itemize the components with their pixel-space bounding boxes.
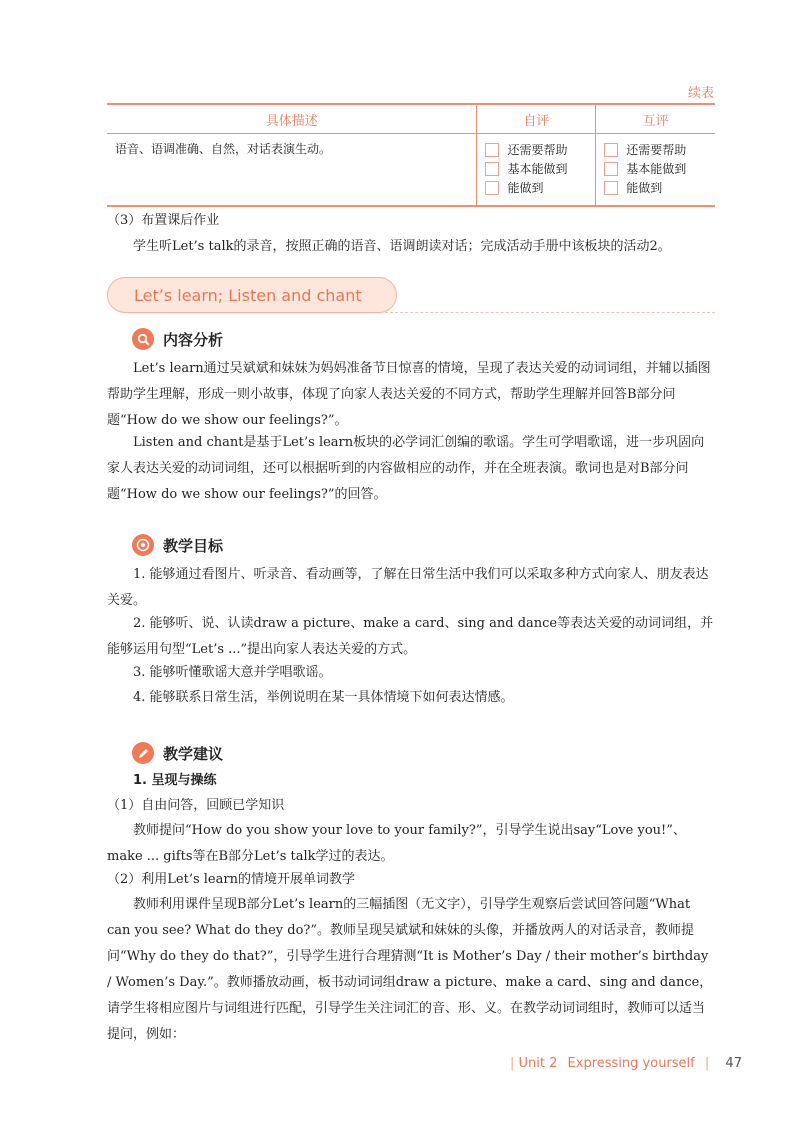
objective-item: 3. 能够听懂歌谣大意并学唱歌谣。 — [133, 665, 332, 680]
option-label: 基本能做到 — [626, 162, 687, 176]
homework-text: 学生听Let’s talk的录音，按照正确的语音、语调朗读对话；完成活动手册中该板块的活动2。 — [133, 239, 671, 254]
checkbox-icon[interactable] — [604, 181, 618, 195]
option-label: 能做到 — [626, 181, 663, 195]
footer-separator: | — [704, 1056, 710, 1071]
header-peer-eval: 互评 — [596, 104, 715, 134]
banner-divider — [380, 312, 715, 313]
checkbox-option[interactable] — [485, 178, 594, 197]
objective-item: 1. 能够通过看图片、听录音、看动画等，了解在日常生活中我们可以采取多种方式向家人、朋友表达关爱。 — [107, 567, 709, 608]
description-cell: 语音、语调准确、自然，对话表演生动。 — [107, 134, 477, 207]
homework-heading: （3）布置课后作业 — [107, 213, 220, 228]
self-eval-cell — [477, 134, 596, 207]
page-number: 47 — [725, 1056, 742, 1071]
target-icon — [132, 534, 154, 556]
section-banner: Let’s learn; Listen and chant — [107, 277, 397, 313]
step-text: 教师提问“How do you show your love to your family?”，引导学生说出say“Love you!”、make ... gifts等在B部分Let’s talk学过的表达。 — [107, 823, 686, 864]
content-analysis-paragraph: Listen and chant是基于Let’s learn板块的必学词汇创编的歌谣。学生可学唱歌谣，进一步巩固向家人表达关爱的动词词组，还可以根据听到的内容做相应的动作，并在全班表演。歌词也是对B部分问题“How do we show our feelings?”的回答。 — [107, 435, 705, 502]
option-label: 基本能做到 — [507, 162, 568, 176]
subsection-title: 1. 呈现与操练 — [133, 773, 217, 788]
suggestions-title: 教学建议 — [163, 744, 224, 763]
checkbox-option[interactable] — [604, 159, 714, 178]
pencil-icon — [132, 742, 154, 764]
checkbox-icon[interactable] — [485, 143, 499, 157]
peer-eval-cell — [596, 134, 715, 207]
objectives-title: 教学目标 — [163, 536, 224, 555]
checkbox-option[interactable] — [485, 159, 594, 178]
step-text: 教师利用课件呈现B部分Let’s learn的三幅插图（无文字），引导学生观察后尝试回答问题“What can you see? What do they do?”。教师呈现吴斌斌和妹妹的头像，并播放两人的对话录音，教师提问“Why do they do that?”，引导学生进行合理猜测“It is Mother’s Day / their mother’s birthday / Women’s Day.”。教师播放动画，板书动词词组draw a picture、make a card、sing and dance，请学生将相应图片与词组进行匹配，引导学生关注词汇的音、形、义。在教学动词词组时，教师可以适当提问，例如： — [107, 897, 713, 1042]
evaluation-table — [107, 103, 715, 207]
content-analysis-heading — [132, 326, 223, 352]
page-footer — [510, 1056, 742, 1071]
checkbox-option[interactable] — [604, 178, 714, 197]
objective-item: 4. 能够联系日常生活，举例说明在某一具体情境下如何表达情感。 — [133, 690, 514, 705]
content-analysis-paragraph: Let’s learn通过吴斌斌和妹妹为妈妈准备节日惊喜的情境，呈现了表达关爱的动词词组，并辅以插图帮助学生理解，形成一则小故事，体现了向家人表达关爱的不同方式，帮助学生理解并回答B部分问题“How do we show our feelings?”。 — [107, 361, 711, 428]
checkbox-icon[interactable] — [604, 162, 618, 176]
checkbox-icon[interactable] — [485, 181, 499, 195]
magnifier-icon — [132, 328, 154, 350]
checkbox-option[interactable] — [485, 140, 594, 159]
step-heading: （1）自由问答，回顾已学知识 — [107, 798, 285, 813]
checkbox-icon[interactable] — [604, 143, 618, 157]
option-label: 还需要帮助 — [626, 143, 687, 157]
option-label: 还需要帮助 — [507, 143, 568, 157]
objectives-heading — [132, 532, 223, 558]
footer-unit: Unit 2 — [518, 1056, 558, 1071]
suggestions-heading — [132, 740, 223, 766]
step-heading: （2）利用Let’s learn的情境开展单词教学 — [107, 872, 355, 887]
header-description: 具体描述 — [107, 104, 477, 134]
checkbox-icon[interactable] — [485, 162, 499, 176]
footer-unit-title: Expressing yourself — [567, 1056, 695, 1071]
footer-separator: | — [510, 1056, 515, 1071]
checkbox-option[interactable] — [604, 140, 714, 159]
table-row — [107, 134, 715, 207]
header-self-eval: 自评 — [477, 104, 596, 134]
continued-label: 续表 — [687, 86, 714, 101]
objective-item: 2. 能够听、说、认读draw a picture、make a card、sing and dance等表达关爱的动词词组，并能够运用句型“Let’s ...”提出向家人表达关爱的方式。 — [107, 616, 714, 657]
option-label: 能做到 — [507, 181, 544, 195]
content-analysis-title: 内容分析 — [163, 330, 224, 349]
